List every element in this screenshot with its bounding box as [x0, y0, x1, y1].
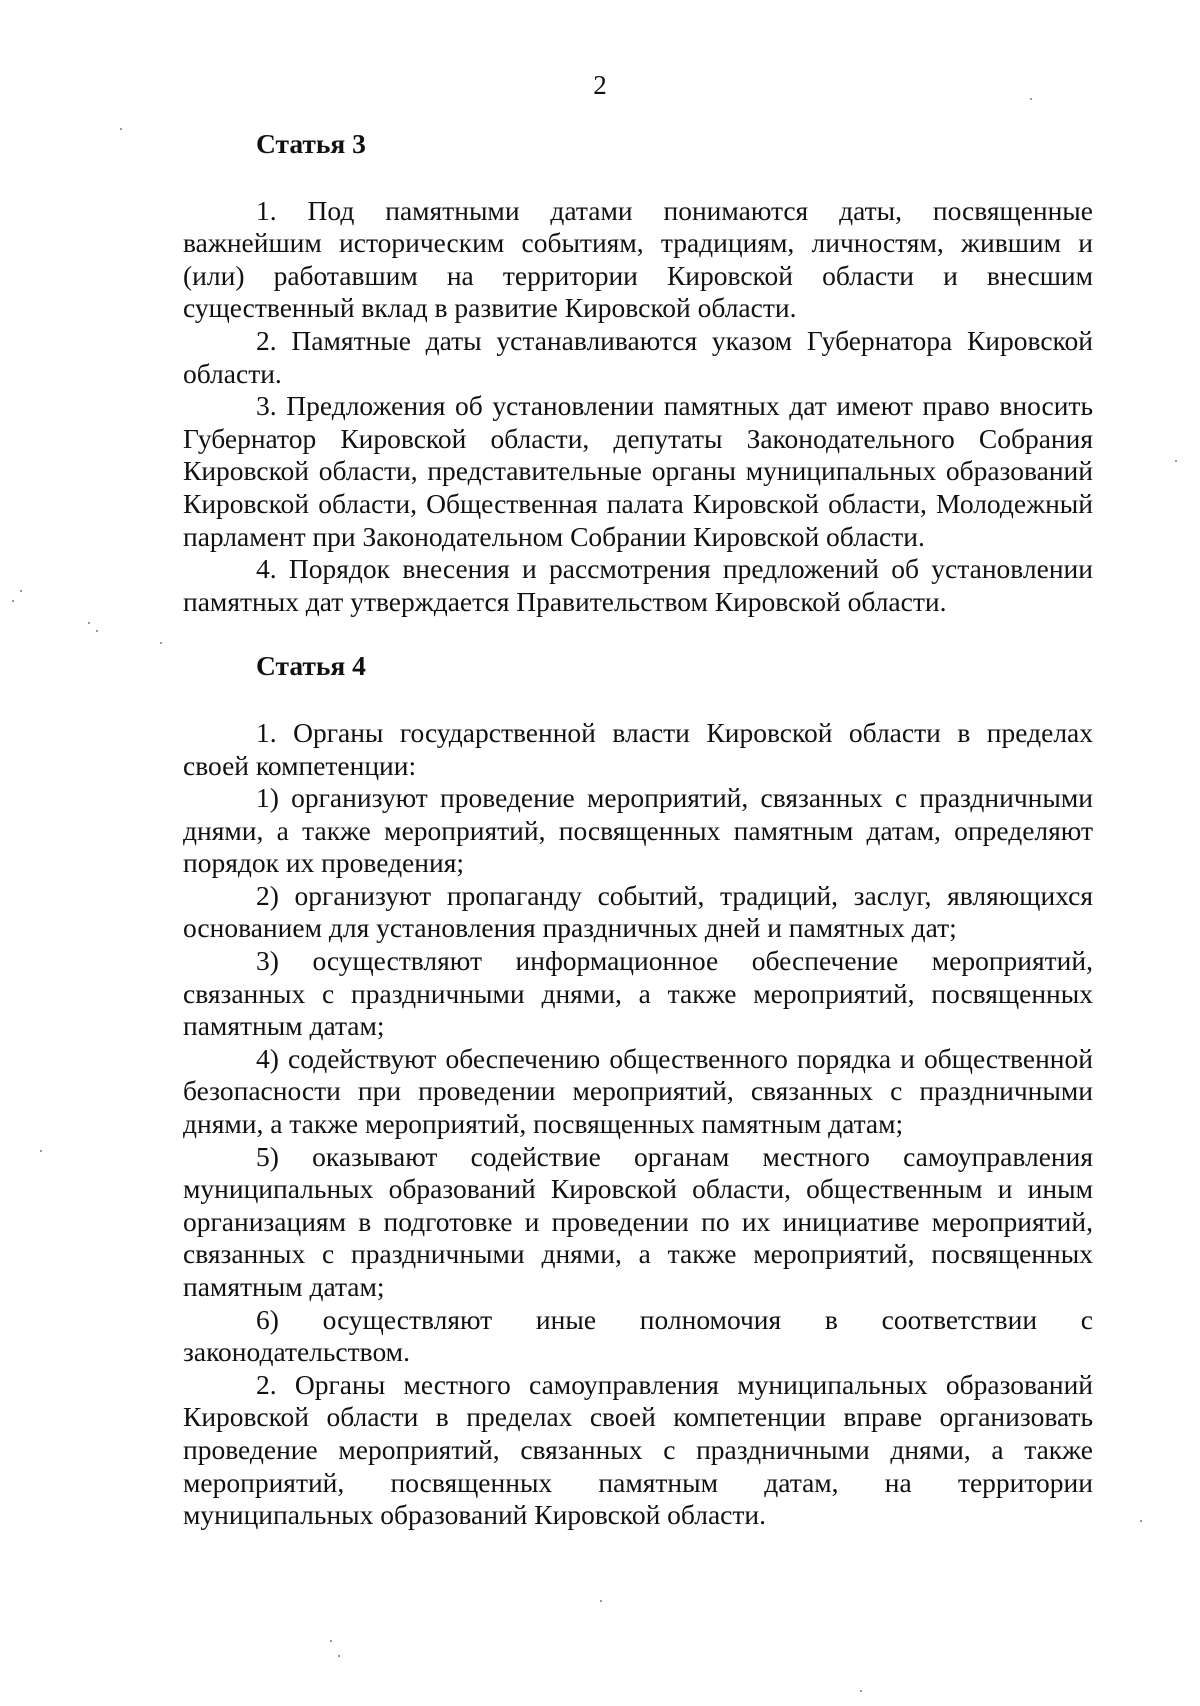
article-4-item-3: 3) осуществляют информационное обеспечение мероприятий, связанных с праздничными днями, а также мероприятий, посвященных памятным датам; — [183, 945, 1093, 1042]
article-4-item-1: 1) организуют проведение мероприятий, связанных с праздничными днями, а также мероприятий, посвященных памятным датам, определяют порядок их проведения; — [183, 782, 1093, 879]
scan-speck — [338, 1655, 340, 1657]
scan-speck — [88, 622, 90, 624]
scan-speck — [20, 590, 22, 592]
article-3-heading: Статья 3 — [256, 128, 366, 159]
article-3-paragraph-3: 3. Предложения об установлении памятных дат имеют право вносить Губернатор Кировской области, депутаты Законодательного Собрания Кировской области, представительные органы муниципальных образований Кировской области, Общественная палата Кировской области, Молодежный парламент при Законодательном Собрании Кировской области. — [183, 390, 1093, 552]
article-4-paragraph-2: 2. Органы местного самоуправления муниципальных образований Кировской области в пределах своей компетенции вправе организовать проведение мероприятий, связанных с праздничными днями, а также мероприятий, посвященных памятным датам, на территории муниципальных образований Кировской области. — [183, 1368, 1093, 1531]
article-3-paragraph-2: 2. Памятные даты устанавливаются указом Губернатора Кировской области. — [183, 324, 1093, 389]
scan-speck — [1030, 98, 1032, 100]
scan-speck — [330, 1640, 332, 1642]
article-4-item-6: 6) осуществляют иные полномочия в соответствии с законодательством. — [183, 1303, 1093, 1368]
article-4-paragraph-1: 1. Органы государственной власти Кировской области в пределах своей компетенции: — [183, 716, 1093, 781]
article-4-item-4: 4) содействуют обеспечению общественного порядка и общественной безопасности при проведении мероприятий, связанных с праздничными днями, а также мероприятий, посвященных памятным датам; — [183, 1042, 1093, 1140]
article-4 — [183, 650, 1093, 1531]
scan-speck — [40, 1150, 42, 1152]
article-3-paragraph-4: 4. Порядок внесения и рассмотрения предложений об установлении памятных дат утверждается Правительством Кировской области. — [183, 553, 1093, 617]
scan-speck — [12, 600, 14, 602]
article-4-item-5: 5) оказывают содействие органам местного самоуправления муниципальных образований Кировской области, общественным и иным организациям в подготовке и проведении по их инициативе мероприятий, связанных с праздничными днями, а также мероприятий, посвященных памятным датам; — [183, 1140, 1093, 1302]
scan-speck — [120, 128, 122, 130]
page-number: 2 — [593, 70, 607, 100]
scan-speck — [1140, 1520, 1142, 1522]
article-3-paragraph-1: 1. Под памятными датами понимаются даты, посвященные важнейшим историческим событиям, традициям, личностям, жившим и (или) работавшим на территории Кировской области и внесшим существенный вклад в развитие Кировской области. — [183, 194, 1093, 324]
scan-speck — [1175, 460, 1177, 462]
article-4-heading: Статья 4 — [256, 650, 366, 682]
scan-speck — [860, 1690, 862, 1692]
scan-speck — [96, 630, 98, 632]
article-3 — [183, 128, 1093, 618]
scan-speck — [160, 642, 162, 644]
scan-speck — [600, 1600, 602, 1602]
document-body — [183, 128, 1093, 1532]
article-4-item-2: 2) организуют пропаганду событий, традиций, заслуг, являющихся основанием для установления праздничных дней и памятных дат; — [183, 879, 1093, 944]
